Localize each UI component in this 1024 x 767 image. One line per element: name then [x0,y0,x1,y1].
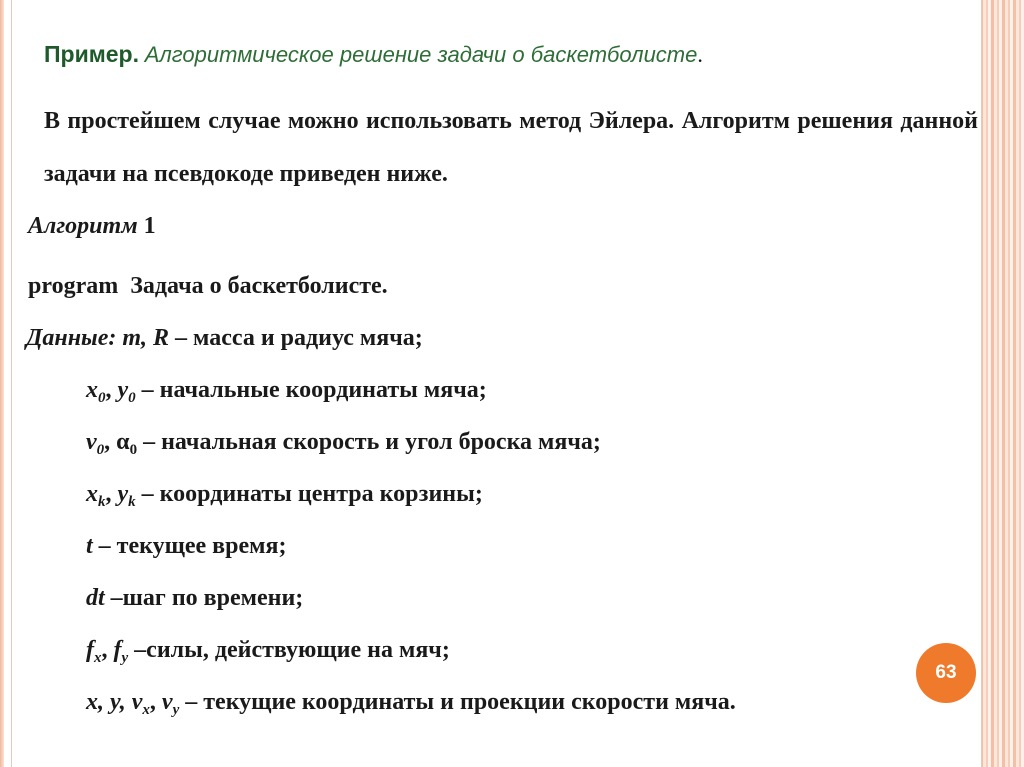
list-item [86,582,303,614]
list-item: $x_0$, $y_0$ – начальные координаты мяча; [86,377,487,406]
list-item: $x_k$, $y_k$ – координаты центра корзины; [86,481,483,510]
sub-k: k [128,494,136,510]
var-xyv: x, y, v [86,689,143,715]
dash: – [141,481,154,507]
data-header-line [26,322,423,354]
algorithm-number: 1 [143,213,156,239]
slide [11,0,982,767]
item-desc: шаг по времени; [122,585,304,611]
sub-0: 0 [129,442,138,458]
sub-y: y [172,702,180,718]
item-desc: начальные координаты мяча; [159,377,487,403]
program-keyword: program [28,273,119,299]
list-item: $f_x$, $f_y$ –силы, действующие на мяч; [86,637,450,666]
list-item: $v_0$, $\alpha_0$ – начальная скорость и угол броска мяча; [86,429,601,458]
data-vars: m, R [122,325,170,351]
page-number-badge: 63 [916,643,976,703]
sub-0: 0 [96,442,105,458]
list-item [86,530,286,562]
var-dt: dt [86,585,105,611]
list-item: x, y, $v_x$, $v_y$ – текущие координаты и проекции скорости мяча. [86,689,736,718]
dash: – [110,585,123,611]
item-desc: силы, действующие на мяч; [146,637,450,663]
sub-0: 0 [98,390,106,406]
var-v: v [161,689,173,715]
algorithm-heading [28,210,156,242]
item-desc: координаты центра корзины; [159,481,483,507]
sub-y: y [121,650,129,666]
var-f: f [113,637,122,663]
dash: – [98,533,111,559]
data-label: Данные: [26,325,117,351]
var-x: x [86,481,98,507]
var-alpha: α [116,429,130,455]
left-decor-stripe [0,0,4,767]
intro-paragraph: В простейшем случае можно использовать метод Эйлера. Алгоритм решения данной задачи на псевдокоде приведен ниже. [44,108,978,187]
dash: – [185,689,198,715]
title-lead: Пример. [44,41,139,67]
dash: – [141,377,154,403]
item-desc: текущее время; [116,533,287,559]
title-end: . [697,42,703,67]
right-decor-stripes [980,0,1024,767]
sub-0: 0 [128,390,136,406]
var-t: t [86,533,93,559]
title-topic: Алгоритмическое решение задачи о баскетболисте [144,42,698,67]
sub-x: x [142,702,150,718]
var-v: v [86,429,97,455]
var-x: x [86,377,98,403]
var-f: f [86,637,94,663]
algorithm-label: Алгоритм [28,213,138,239]
dash: – [143,429,156,455]
program-line [28,270,388,302]
var-y: y [117,481,129,507]
program-name: Задача о баскетболисте. [130,273,388,299]
var-y: y [117,377,129,403]
sub-k: k [98,494,106,510]
item-desc: текущие координаты и проекции скорости мяча. [203,689,736,715]
slide-title [44,38,703,71]
dash: – [134,637,147,663]
data-desc: масса и радиус мяча; [193,325,423,351]
sub-x: x [94,650,102,666]
dash: – [175,325,188,351]
item-desc: начальная скорость и угол броска мяча; [161,429,601,455]
